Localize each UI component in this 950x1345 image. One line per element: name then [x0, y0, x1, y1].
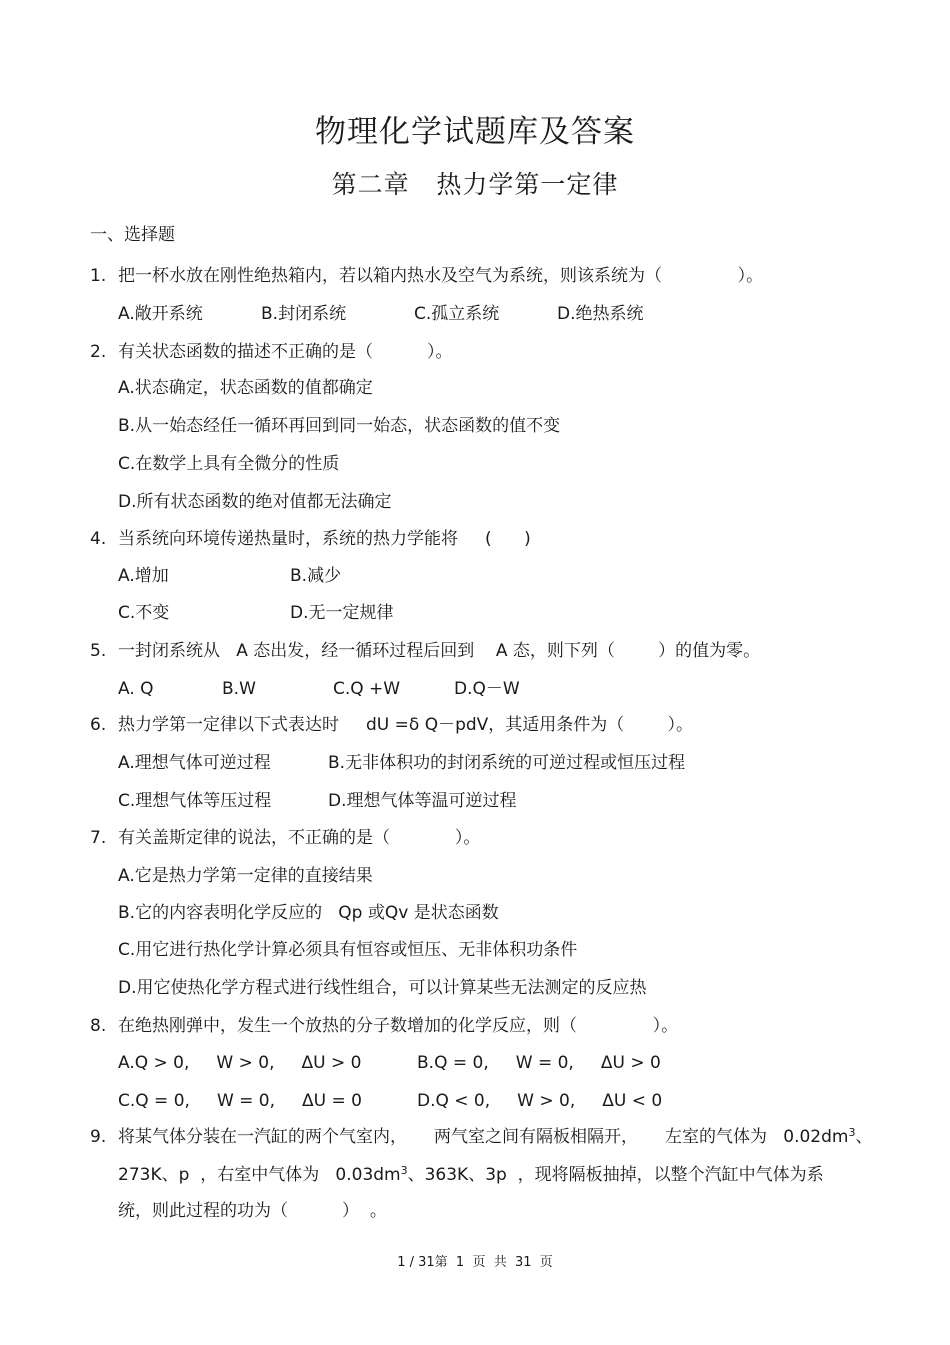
option-d: D.理想气体等温可逆过程: [328, 791, 517, 811]
question-number: 9.: [90, 1127, 107, 1147]
chapter-heading: 第二章 热力学第一定律: [331, 170, 619, 199]
question-text: 热力学第一定律以下式表达时 dU =δ Q－pdV，其适用条件为（ ）。: [118, 715, 694, 735]
option-c: C.不变: [118, 603, 170, 623]
question-number: 8.: [90, 1016, 107, 1036]
option-d: D.绝热系统: [557, 304, 644, 324]
option-a: A.理想气体可逆过程: [118, 753, 271, 773]
question-text-suffix: 、: [855, 1127, 873, 1147]
question-number: 6.: [90, 715, 107, 735]
question-9: [90, 1126, 872, 1148]
question-text-line-2: 273K、p ，右室中气体为 0.03dm: [118, 1165, 401, 1185]
option-c: C.用它进行热化学计算必须具有恒容或恒压、无非体积功条件: [118, 940, 578, 960]
option-d: D.无一定规律: [290, 603, 394, 623]
option-b: B.封闭系统: [261, 304, 347, 324]
question-number: 2.: [90, 342, 107, 362]
option-b: B.从一始态经任一循环再回到同一始态，状态函数的值不变: [118, 416, 561, 436]
question-number: 5.: [90, 641, 107, 661]
option-c: C.在数学上具有全微分的性质: [118, 454, 340, 474]
question-7: [90, 827, 480, 849]
question-1: [90, 265, 763, 287]
question-6: [90, 714, 693, 736]
option-d: D.Q < 0, W > 0, ΔU < 0: [417, 1091, 663, 1111]
option-b: B.Q = 0, W = 0, ΔU > 0: [417, 1053, 661, 1073]
page-footer: 1 / 31第 1 页 共 31 页: [397, 1255, 553, 1270]
question-number: 1.: [90, 266, 107, 286]
question-9-line-2: [118, 1164, 824, 1186]
option-c: C.孤立系统: [414, 304, 500, 324]
option-c: C.Q = 0, W = 0, ΔU = 0: [118, 1091, 362, 1111]
superscript: 3: [848, 1126, 856, 1139]
option-b: B.无非体积功的封闭系统的可逆过程或恒压过程: [328, 753, 686, 773]
option-d: D.所有状态函数的绝对值都无法确定: [118, 492, 392, 512]
document-title: 物理化学试题库及答案: [315, 114, 635, 150]
section-heading: 一、选择题: [90, 225, 175, 245]
option-c: C.理想气体等压过程: [118, 791, 272, 811]
question-number: 4.: [90, 529, 107, 549]
option-b: B.它的内容表明化学反应的 Qp 或Qv 是状态函数: [118, 903, 499, 923]
option-d: D.用它使热化学方程式进行线性组合，可以计算某些无法测定的反应热: [118, 978, 647, 998]
question-text-line-1: 将某气体分装在一汽缸的两个气室内， 两气室之间有隔板相隔开， 左室的气体为 0.02dm: [118, 1127, 849, 1147]
option-a: A.Q > 0, W > 0, ΔU > 0: [118, 1053, 362, 1073]
question-2: [90, 341, 453, 363]
question-5: [90, 640, 760, 662]
option-a: A.增加: [118, 566, 169, 586]
question-number: 7.: [90, 828, 107, 848]
option-a: A.它是热力学第一定律的直接结果: [118, 866, 373, 886]
question-text: 有关状态函数的描述不正确的是（ ）。: [118, 342, 453, 362]
question-8: [90, 1015, 678, 1037]
question-4: [90, 528, 531, 550]
option-b: B.减少: [290, 566, 342, 586]
question-text: 把一杯水放在刚性绝热箱内，若以箱内热水及空气为系统，则该系统为（ ）。: [118, 266, 764, 286]
option-c: C.Q +W: [333, 679, 401, 699]
option-a: A. Q: [118, 679, 154, 699]
question-9-line-3: 统，则此过程的功为（ ） 。: [118, 1201, 387, 1221]
option-b: B.W: [222, 679, 256, 699]
question-text: 有关盖斯定律的说法，不正确的是（ ）。: [118, 828, 481, 848]
question-text-line-2-rest: 、363K、3p ，现将隔板抽掉，以整个汽缸中气体为系: [407, 1165, 824, 1185]
question-text: 在绝热刚弹中，发生一个放热的分子数增加的化学反应，则（ ）。: [118, 1016, 679, 1036]
question-text: 当系统向环境传递热量时，系统的热力学能将 ( ): [118, 529, 531, 549]
option-a: A.状态确定，状态函数的值都确定: [118, 378, 373, 398]
question-text: 一封闭系统从 A 态出发，经一循环过程后回到 A 态，则下列（ ）的值为零。: [118, 641, 761, 661]
option-a: A.敞开系统: [118, 304, 203, 324]
superscript: 3: [400, 1164, 408, 1177]
option-d: D.Q－W: [454, 679, 520, 699]
